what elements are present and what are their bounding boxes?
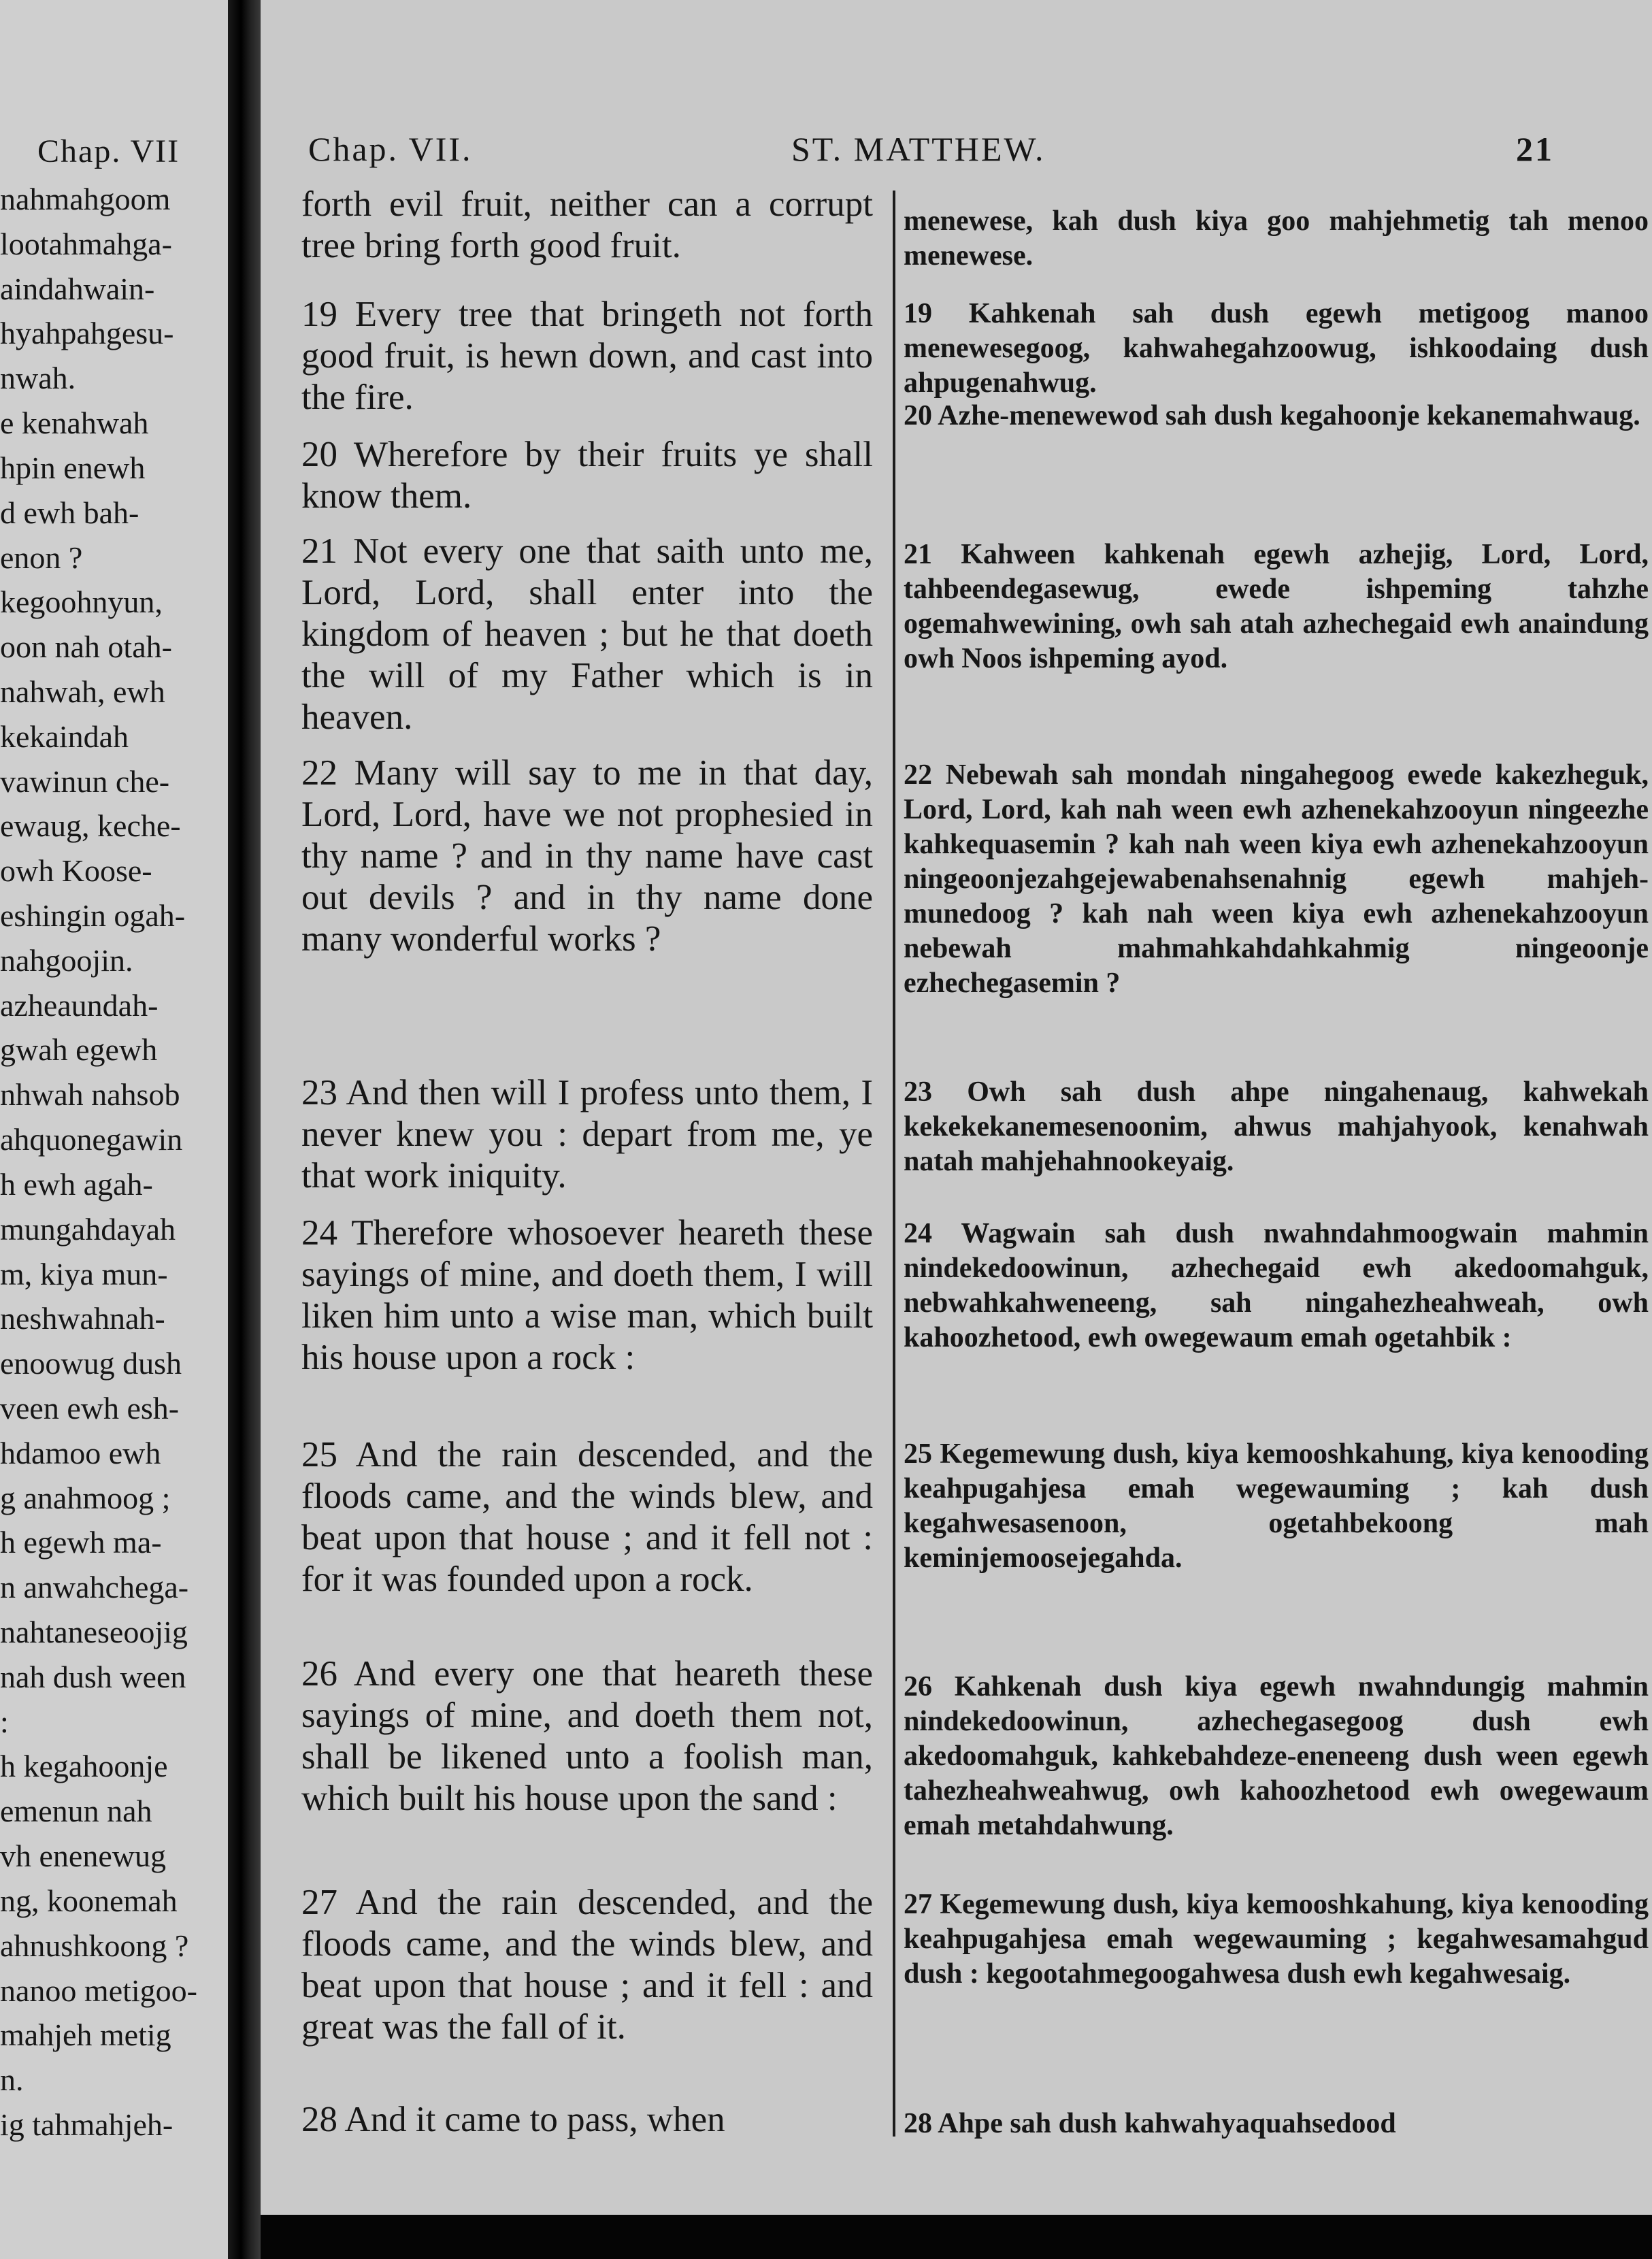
book-gutter: [228, 0, 261, 2259]
previous-page-line: ng, koonemah: [0, 1883, 178, 1918]
book-page: [261, 0, 1652, 2259]
previous-page-line: g anahmoog ;: [0, 1481, 171, 1515]
previous-page-header: Chap. VII: [37, 133, 180, 169]
previous-page: [0, 0, 228, 2259]
ojibwe-verse-20: 20 Azhe-menewewod sah dush kegahoonje kekanemahwaug.: [904, 400, 1640, 431]
previous-page-line: ig tahmahjeh-: [0, 2107, 174, 2142]
page-number: 21: [1516, 130, 1554, 168]
previous-page-line: oon nah otah-: [0, 629, 172, 664]
previous-page-line: aindahwain-: [0, 271, 155, 306]
previous-page-line: n anwahchega-: [0, 1570, 189, 1604]
previous-page-line: nanoo metigoo-: [0, 1973, 197, 2008]
previous-page-line: m, kiya mun-: [0, 1257, 168, 1291]
previous-page-line: emenun nah: [0, 1794, 152, 1828]
english-verse-25: 25 And the rain descended, and the floods came, and the winds blew, and beat upon that house ; and it fell not : for it was founded upon a rock.: [301, 1435, 873, 1599]
ojibwe-verse-26: 26 Kahkenah dush kiya egewh nwahndungig mahmin nindekedoowinun, azhechegasegoog dush ewh akedoomahguk, kahkebahdeze-eneneeng dush ween egewh tahezheahweahwug, owh kahoozhetood ewh owegewaum emah metahdahwung.: [904, 1671, 1649, 1841]
ojibwe-verse-22: 22 Nebewah sah mondah ningahegoog ewede kakezheguk, Lord, Lord, kah nah ween ewh azhenekahzooyun ningeezhe kahkequasemin ? kah nah ween kiya ewh azhenekahzooyun ningeoonjezahgejewabenahsenahnig egewh mahjeh-munedoog ? kah nah ween kiya ewh azhenekahzooyun nebewah mahmahkahdahkahmig ningeoonje ezhechegasemin ?: [904, 759, 1649, 999]
previous-page-line: nah dush ween: [0, 1660, 186, 1694]
previous-page-line: ewaug, keche-: [0, 808, 181, 843]
previous-page-line: nahgoojin.: [0, 943, 133, 978]
ojibwe-verse-19: 19 Kahkenah sah dush egewh metigoog manoo menewesegoog, kahwahegahzoowug, ishkoodaing dush ahpugenahwug.: [904, 298, 1649, 399]
previous-page-line: neshwahnah-: [0, 1301, 165, 1336]
previous-page-line: hpin enewh: [0, 450, 146, 485]
chapter-heading: Chap. VII.: [308, 130, 473, 168]
english-verse-22: 22 Many will say to me in that day, Lord, Lord, have we not prophesied in thy name ? and in thy name have cast out devils ? and in thy name done many wonderful works ?: [301, 753, 873, 959]
english-verse-24: 24 Therefore whosoever heareth these sayings of mine, and doeth them, I will liken him unto a wise man, which built his house upon a rock :: [301, 1213, 873, 1377]
previous-page-line: enon ?: [0, 540, 83, 575]
english-verse-27: 27 And the rain descended, and the floods came, and the winds blew, and beat upon that house ; and it fell : and great was the fall of it.: [301, 1883, 873, 2047]
english-continuation: forth evil fruit, neither can a corrupt tree bring forth good fruit.: [301, 184, 873, 265]
running-header: [261, 129, 1652, 177]
previous-page-line: kekaindah: [0, 719, 129, 754]
previous-page-line: kegoohnyun,: [0, 584, 163, 619]
previous-page-line: nwah.: [0, 361, 76, 395]
english-verse-21: 21 Not every one that saith unto me, Lord, Lord, shall enter into the kingdom of heaven ; but he that doeth the will of my Father which is in heaven.: [301, 531, 873, 737]
previous-page-line: gwah egewh: [0, 1032, 158, 1067]
book-title: ST. MATTHEW.: [791, 130, 1046, 168]
previous-page-line: ahnushkoong ?: [0, 1928, 189, 1963]
previous-page-line: :: [0, 1704, 9, 1739]
previous-page-line: owh Koose-: [0, 853, 152, 888]
previous-page-line: hyahpahgesu-: [0, 316, 174, 350]
english-verse-28: 28 And it came to pass, when: [301, 2100, 725, 2139]
previous-page-line: e kenahwah: [0, 406, 149, 440]
previous-page-line: nahtaneseoojig: [0, 1615, 188, 1649]
ojibwe-verse-28: 28 Ahpe sah dush kahwahyaquahsedood: [904, 2108, 1396, 2139]
previous-page-line: nhwah nahsob: [0, 1077, 180, 1112]
ojibwe-verse-24: 24 Wagwain sah dush nwahndahmoogwain mahmin nindekedoowinun, azhechegaid ewh akedoomahguk, nebwahkahweneeng, sah ningahezheahweah, owh kahoozhetood, ewh owegewaum emah ogetahbik :: [904, 1218, 1649, 1353]
previous-page-line: h egewh ma-: [0, 1525, 162, 1560]
english-verse-19: 19 Every tree that bringeth not forth good fruit, is hewn down, and cast into the fire.: [301, 295, 873, 417]
ojibwe-continuation: menewese, kah dush kiya goo mahjehmetig tah menoo menewese.: [904, 205, 1649, 271]
previous-page-line: d ewh bah-: [0, 495, 139, 530]
previous-page-line: nahwah, ewh: [0, 674, 165, 709]
ojibwe-verse-25: 25 Kegemewung dush, kiya kemooshkahung, kiya kenooding keahpugahjesa emah wegewauming ; kah dush kegahwesasenoon, ogetahbekoong mah keminjemoosejegahda.: [904, 1438, 1649, 1574]
previous-page-line: azheaundah-: [0, 988, 159, 1023]
previous-page-line: vawinun che-: [0, 764, 170, 799]
previous-page-line: veen ewh esh-: [0, 1391, 180, 1425]
previous-page-line: n.: [0, 2062, 24, 2097]
english-verse-23: 23 And then will I profess unto them, I never knew you : depart from me, ye that work iniquity.: [301, 1073, 873, 1196]
ojibwe-verse-23: 23 Owh sah dush ahpe ningahenaug, kahwekah kekekekanemesenoonim, ahwus mahjahyook, kenahwah natah mahjehahnookeyaig.: [904, 1076, 1649, 1177]
previous-page-line: hdamoo ewh: [0, 1436, 161, 1470]
previous-page-line: mahjeh metig: [0, 2017, 171, 2052]
previous-page-line: lootahmahga-: [0, 227, 172, 261]
column-divider: [893, 191, 895, 2137]
previous-page-line: enoowug dush: [0, 1346, 182, 1381]
previous-page-line: vh enenewug: [0, 1838, 166, 1873]
previous-page-line: h kegahoonje: [0, 1749, 168, 1783]
ojibwe-verse-27: 27 Kegemewung dush, kiya kemooshkahung, kiya kenooding keahpugahjesa emah wegewauming ; kegahwesamahgud dush : kegootahmegoogahwesa dush ewh kegahwesaig.: [904, 1889, 1649, 1990]
previous-page-line: eshingin ogah-: [0, 898, 186, 933]
previous-page-line: mungahdayah: [0, 1212, 176, 1247]
english-verse-26: 26 And every one that heareth these sayings of mine, and doeth them not, shall be likened unto a foolish man, which built his house upon the sand :: [301, 1654, 873, 1818]
previous-page-line: nahmahgoom: [0, 182, 171, 216]
previous-page-line: h ewh agah-: [0, 1167, 153, 1202]
ojibwe-verse-21: 21 Kahween kahkenah egewh azhejig, Lord, Lord, tahbeendegasewug, ewede ishpeming tahzhe ogemahwewining, owh sah atah azhechegaid ewh anaindung owh Noos ishpeming ayod.: [904, 539, 1649, 674]
english-verse-20: 20 Wherefore by their fruits ye shall know them.: [301, 435, 873, 516]
page-bottom-edge: [261, 2215, 1652, 2259]
previous-page-line: ahquonegawin: [0, 1122, 183, 1157]
